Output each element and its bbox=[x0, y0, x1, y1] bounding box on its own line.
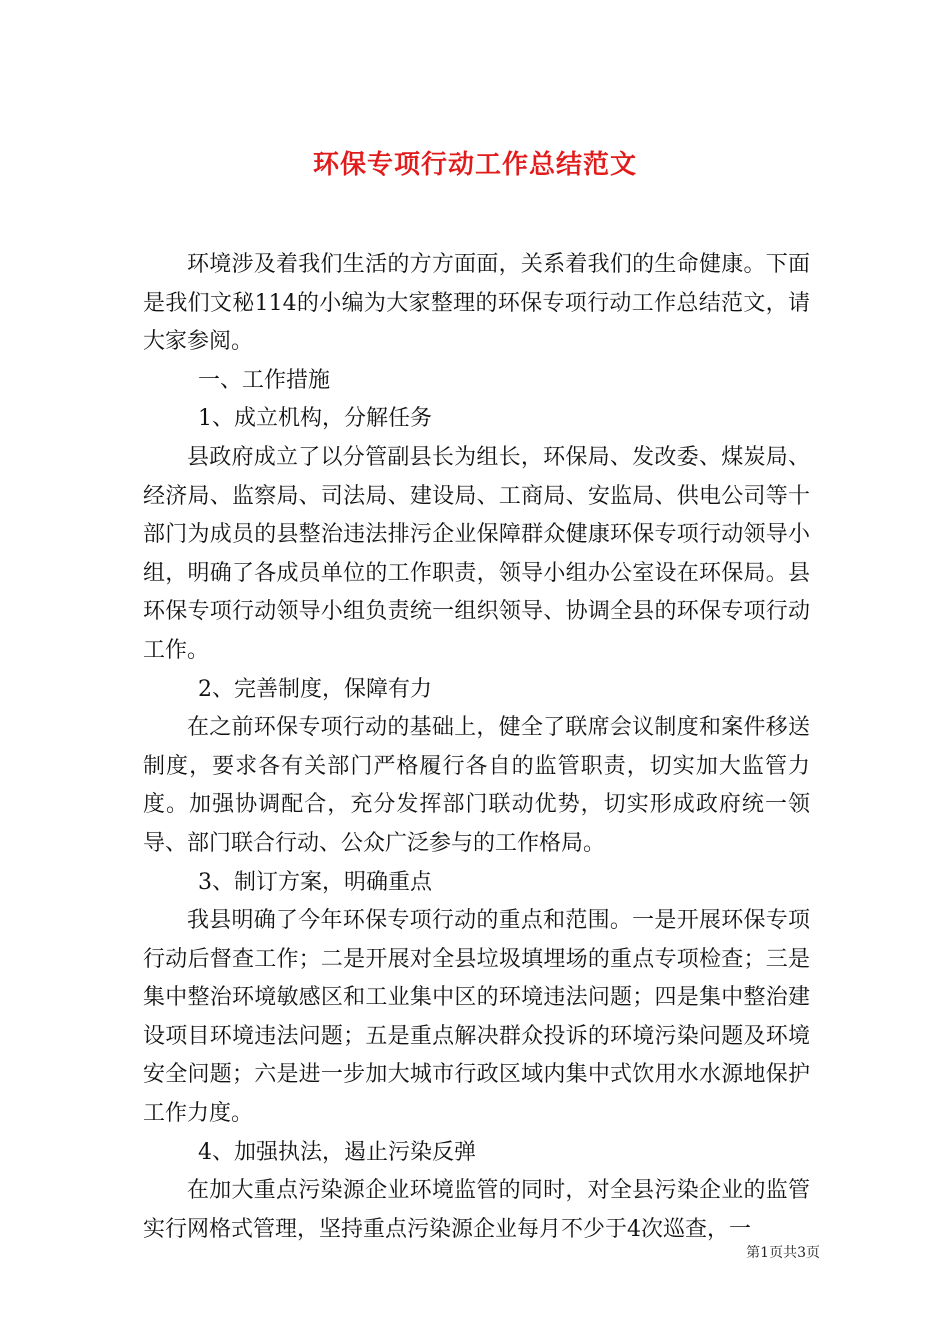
item-heading-4: 4、加强执法，遏止污染反弹 bbox=[198, 1139, 476, 1165]
item-paragraph-3: 我县明确了今年环保专项行动的重点和范围。一是开展环保专项行动后督查工作；二是开展对全县垃圾填埋场的重点专项检查；三是集中整治环境敏感区和工业集中区的环境违法问题；四是集中整治建设项目环境违法问题；五是重点解决群众投诉的环境污染问题及环境安全问题；六是进一步加大城市行政区域内集中式饮用水水源地保护工作力度。 bbox=[143, 908, 810, 1127]
item-heading-2: 2、完善制度，保障有力 bbox=[198, 676, 432, 702]
page-title: 环保专项行动工作总结范文 bbox=[312, 150, 637, 181]
item-paragraph-4: 在加大重点污染源企业环境监管的同时，对全县污染企业的监管实行网格式管理，坚持重点污染源企业每月不少于4次巡查，一 bbox=[143, 1178, 810, 1242]
page-number: 第1页共3页 bbox=[746, 1245, 820, 1261]
item-paragraph-1: 县政府成立了以分管副县长为组长，环保局、发改委、煤炭局、经济局、监察局、司法局、建设局、工商局、安监局、供电公司等十部门为成员的县整治违法排污企业保障群众健康环保专项行动领导小组，明确了各成员单位的工作职责，领导小组办公室设在环保局。县环保专项行动领导小组负责统一组织领导、协调全县的环保专项行动工作。 bbox=[143, 444, 810, 663]
intro-paragraph: 环境涉及着我们生活的方方面面，关系着我们的生命健康。下面是我们文秘114的小编为大家整理的环保专项行动工作总结范文，请大家参阅。 bbox=[143, 252, 810, 355]
item-heading-1: 1、成立机构，分解任务 bbox=[198, 406, 432, 432]
item-paragraph-2: 在之前环保专项行动的基础上，健全了联席会议制度和案件移送制度，要求各有关部门严格履行各自的监管职责，切实加大监管力度。加强协调配合，充分发挥部门联动优势，切实形成政府统一领导、部门联合行动、公众广泛参与的工作格局。 bbox=[143, 715, 810, 856]
item-heading-3: 3、制订方案，明确重点 bbox=[198, 869, 432, 895]
document-body bbox=[143, 246, 810, 1249]
section-heading-measures: 一、工作措施 bbox=[198, 367, 331, 393]
